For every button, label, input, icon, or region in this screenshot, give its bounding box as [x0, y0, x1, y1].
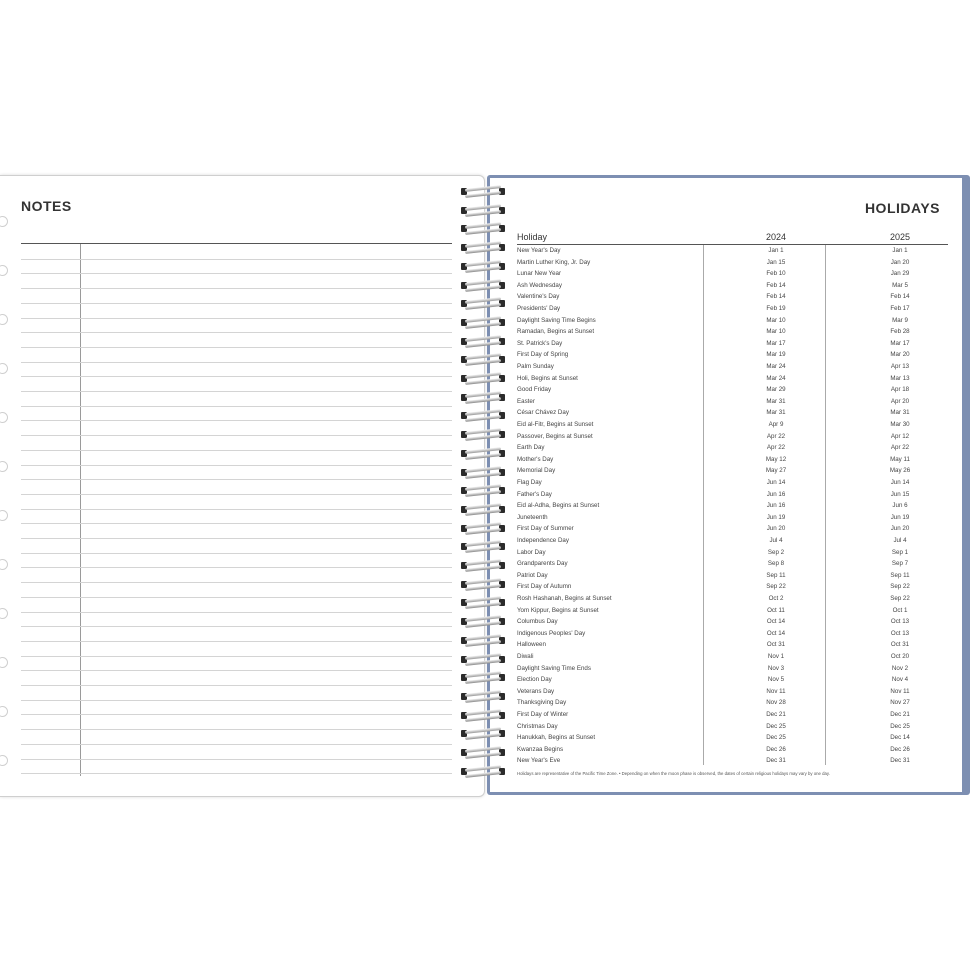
holiday-row [517, 756, 948, 768]
date-2025: Dec 14 [890, 734, 910, 742]
date-2024: Feb 10 [766, 270, 786, 278]
holiday-name: Labor Day [517, 548, 546, 556]
date-2025: Oct 13 [890, 629, 910, 637]
date-2025: Jun 6 [892, 502, 908, 510]
holiday-name: Thanksgiving Day [517, 699, 567, 707]
spiral-coil [459, 746, 509, 760]
holiday-name: Christmas Day [517, 722, 558, 730]
spiral-coil [459, 428, 509, 442]
holiday-row [517, 629, 948, 641]
date-2025: Jun 15 [890, 490, 910, 498]
holiday-name: Rosh Hashanah, Begins at Sunset [517, 595, 612, 602]
date-2024: Nov 1 [767, 653, 785, 660]
ruled-line [21, 435, 452, 436]
holiday-row [517, 478, 948, 490]
date-2024: Feb 14 [766, 293, 786, 301]
holiday-name: Flag Day [517, 479, 542, 486]
date-2024: Dec 26 [766, 745, 786, 753]
ruled-line [21, 612, 452, 613]
holiday-row [517, 733, 948, 745]
date-2025: Jan 20 [890, 258, 910, 266]
holiday-name: Halloween [517, 641, 546, 649]
date-2025: Mar 20 [890, 351, 910, 359]
holiday-name: St. Patrick's Day [517, 339, 563, 347]
page-edge-mark [0, 363, 8, 374]
spiral-coil [459, 596, 509, 610]
ruled-line [21, 450, 452, 451]
date-2025: Dec 26 [890, 745, 910, 753]
ruled-line [21, 362, 452, 363]
holiday-row [517, 327, 948, 339]
date-2024: Oct 2 [768, 595, 784, 602]
holiday-row [517, 455, 948, 467]
holiday-row [517, 501, 948, 513]
page-edge-mark [0, 657, 8, 668]
holiday-name: Hanukkah, Begins at Sunset [517, 734, 596, 742]
date-2024: Nov 5 [767, 676, 785, 684]
date-2025: Nov 2 [891, 664, 909, 672]
ruled-line [21, 465, 452, 466]
date-2025: Nov 27 [890, 699, 910, 707]
date-2024: Dec 25 [766, 734, 786, 742]
holiday-name: Palm Sunday [517, 363, 554, 370]
date-2025: Oct 13 [890, 618, 910, 626]
page-edge-mark [0, 265, 8, 276]
ruled-line [21, 273, 452, 274]
date-2025: Sep 22 [890, 595, 910, 602]
spiral-coil [459, 372, 509, 386]
ruled-line [21, 259, 452, 260]
ruled-line [21, 376, 452, 377]
holiday-name: First Day of Spring [517, 351, 569, 359]
date-2025: Jun 19 [890, 513, 910, 521]
ruled-line [21, 656, 452, 657]
spiral-coil [459, 653, 509, 667]
date-2025: Dec 21 [890, 711, 910, 718]
date-2025: Jan 29 [890, 270, 910, 278]
date-2024: Jun 16 [766, 502, 786, 510]
holiday-row [517, 582, 948, 594]
date-2025: Mar 31 [890, 409, 910, 417]
ruled-line [21, 318, 452, 319]
ruled-line [21, 288, 452, 289]
page-edge-mark [0, 755, 8, 766]
holiday-row [517, 594, 948, 606]
date-2025: Jul 4 [893, 537, 907, 544]
spiral-coil [459, 391, 509, 405]
ruled-line [21, 420, 452, 421]
date-2024: Mar 31 [766, 397, 786, 405]
date-2025: Sep 7 [891, 560, 909, 568]
date-2024: Jan 15 [766, 258, 786, 266]
holiday-name: Grandparents Day [517, 560, 568, 568]
holiday-row [517, 292, 948, 304]
date-2024: Oct 11 [767, 606, 785, 614]
holiday-row [517, 420, 948, 432]
spiral-coil [459, 353, 509, 367]
date-2025: Apr 12 [890, 432, 910, 440]
notes-margin-line [80, 244, 81, 776]
holiday-name: Veterans Day [517, 687, 555, 695]
ruled-line [21, 538, 452, 539]
holiday-row [517, 397, 948, 409]
holiday-row [517, 513, 948, 525]
ruled-line [21, 523, 452, 524]
holiday-row [517, 362, 948, 374]
page-edge-mark [0, 461, 8, 472]
page-edge-mark [0, 216, 8, 227]
holiday-row [517, 745, 948, 757]
holiday-row [517, 548, 948, 560]
holiday-name: Eid al-Fitr, Begins at Sunset [517, 421, 594, 428]
holiday-row [517, 258, 948, 270]
ruled-line [21, 714, 452, 715]
spiral-coil [459, 316, 509, 330]
holiday-row [517, 432, 948, 444]
ruled-line [21, 347, 452, 348]
spiral-coil [459, 185, 509, 199]
holiday-name: Holi, Begins at Sunset [517, 374, 578, 382]
ruled-line [21, 670, 452, 671]
date-2024: Dec 31 [766, 757, 786, 765]
spiral-coil [459, 559, 509, 573]
spiral-coil [459, 447, 509, 461]
holidays-page-cover-edge [487, 175, 970, 795]
holiday-name: Daylight Saving Time Begins [517, 316, 596, 324]
holiday-name: Passover, Begins at Sunset [517, 432, 593, 440]
date-2024: Feb 19 [766, 305, 786, 312]
holiday-name: Valentine's Day [517, 293, 560, 301]
date-2025: Nov 4 [891, 676, 909, 684]
date-2024: Sep 11 [766, 571, 786, 579]
holiday-row [517, 606, 948, 618]
holiday-row [517, 316, 948, 328]
holiday-name: Diwali [517, 653, 534, 660]
spiral-coil [459, 409, 509, 423]
holiday-row [517, 350, 948, 362]
holiday-name: Ramadan, Begins at Sunset [517, 328, 595, 336]
spiral-coil [459, 241, 509, 255]
holiday-row [517, 524, 948, 536]
ruled-line [21, 332, 452, 333]
date-2025: May 26 [889, 467, 911, 475]
notes-title: NOTES [21, 198, 72, 214]
date-2025: Sep 22 [890, 583, 910, 591]
spiral-coil [459, 522, 509, 536]
date-2025: Mar 13 [890, 374, 910, 382]
holiday-row [517, 408, 948, 420]
holiday-name: First Day of Autumn [517, 583, 572, 591]
date-2024: Dec 21 [766, 711, 786, 718]
footnote: Holidays are representative of the Pacific Time Zone. • Depending on when the moon phase is observed, the dates of certain religious holidays may vary by one day. [517, 771, 830, 776]
date-2024: Sep 8 [767, 560, 785, 568]
holiday-row [517, 385, 948, 397]
ruled-line [21, 641, 452, 642]
spiral-coil [459, 615, 509, 629]
col-header-2025: 2025 [889, 232, 911, 242]
date-2024: Jun 16 [766, 490, 786, 498]
date-2025: Jan 1 [892, 247, 908, 254]
holiday-row [517, 652, 948, 664]
date-2025: Oct 20 [890, 653, 910, 660]
table-header-rule [517, 244, 948, 245]
page-edge-mark [0, 559, 8, 570]
holiday-row [517, 687, 948, 699]
holiday-name: Juneteenth [517, 513, 548, 521]
holiday-name: César Chávez Day [517, 409, 569, 417]
date-2024: Mar 19 [766, 351, 786, 359]
date-2025: Mar 17 [890, 339, 910, 347]
holiday-row [517, 490, 948, 502]
spiral-coil [459, 279, 509, 293]
holiday-name: Memorial Day [517, 467, 556, 475]
holidays-title: HOLIDAYS [864, 200, 940, 216]
holiday-row [517, 281, 948, 293]
holiday-name: Earth Day [517, 444, 545, 452]
holiday-row [517, 466, 948, 478]
date-2024: Mar 24 [766, 374, 786, 382]
date-2024: Apr 9 [768, 421, 784, 428]
holiday-row [517, 443, 948, 455]
holiday-name: Mother's Day [517, 455, 554, 463]
date-2024: Mar 29 [766, 386, 786, 394]
notes-page [0, 175, 485, 797]
holiday-name: Election Day [517, 676, 552, 684]
date-2025: Sep 1 [891, 548, 909, 556]
spiral-coil [459, 204, 509, 218]
date-2025: Apr 13 [890, 363, 910, 370]
spiral-coil [459, 578, 509, 592]
holiday-name: Indigenous Peoples' Day [517, 629, 586, 637]
spiral-coil [459, 222, 509, 236]
spiral-coil [459, 297, 509, 311]
page-edge-mark [0, 314, 8, 325]
holiday-name: New Year's Day [517, 247, 561, 254]
holiday-row [517, 675, 948, 687]
date-2025: Dec 31 [890, 757, 910, 765]
ruled-line [21, 479, 452, 480]
holiday-name: Presidents' Day [517, 305, 561, 312]
date-2024: Oct 31 [766, 641, 786, 649]
date-2024: Dec 25 [766, 722, 786, 730]
spiral-coil [459, 709, 509, 723]
holidays-page [490, 178, 962, 792]
col-header-2024: 2024 [765, 232, 787, 242]
holiday-row [517, 722, 948, 734]
holiday-row [517, 571, 948, 583]
ruled-line [21, 494, 452, 495]
date-2024: Mar 24 [766, 363, 786, 370]
holiday-name: Independence Day [517, 537, 569, 544]
ruled-line [21, 700, 452, 701]
holiday-name: Eid al-Adha, Begins at Sunset [517, 502, 600, 510]
holiday-name: First Day of Winter [517, 711, 569, 718]
holiday-name: Columbus Day [517, 618, 558, 626]
holiday-name: Martin Luther King, Jr. Day [517, 258, 591, 266]
holiday-name: First Day of Summer [517, 525, 574, 533]
ruled-line [21, 773, 452, 774]
spiral-coil [459, 690, 509, 704]
holiday-row [517, 246, 948, 258]
col-header-holiday: Holiday [517, 232, 548, 242]
date-2025: Jun 14 [890, 479, 910, 486]
holiday-name: Kwanzaa Begins [517, 745, 564, 753]
spiral-coil [459, 540, 509, 554]
date-2025: Apr 18 [890, 386, 910, 394]
date-2024: Nov 28 [766, 699, 786, 707]
page-edge-mark [0, 510, 8, 521]
date-2024: Mar 17 [766, 339, 786, 347]
holiday-name: Yom Kippur, Begins at Sunset [517, 606, 599, 614]
holiday-name: Easter [517, 397, 535, 405]
holiday-row [517, 710, 948, 722]
date-2024: Sep 22 [766, 583, 786, 591]
date-2024: May 27 [765, 467, 787, 475]
date-2025: Jun 20 [890, 525, 910, 533]
ruled-line [21, 303, 452, 304]
spiral-coil [459, 335, 509, 349]
ruled-line [21, 729, 452, 730]
date-2024: Jun 20 [766, 525, 786, 533]
date-2025: Sep 11 [890, 571, 910, 579]
spiral-coil [459, 634, 509, 648]
spiral-coil [459, 260, 509, 274]
ruled-line [21, 759, 452, 760]
date-2025: Mar 30 [890, 421, 910, 428]
date-2024: Oct 14 [766, 618, 786, 626]
ruled-line [21, 744, 452, 745]
date-2024: Mar 10 [766, 316, 786, 324]
date-2025: Mar 5 [892, 281, 908, 289]
date-2024: May 12 [765, 455, 787, 463]
spiral-coil [459, 671, 509, 685]
holiday-row [517, 339, 948, 351]
date-2025: Feb 28 [890, 328, 910, 336]
ruled-line [21, 685, 452, 686]
page-edge-mark [0, 706, 8, 717]
page-edge-mark [0, 412, 8, 423]
spiral-coil [459, 503, 509, 517]
ruled-line [21, 582, 452, 583]
notes-ruled-lines [21, 244, 452, 776]
holiday-row [517, 304, 948, 316]
date-2025: Oct 1 [892, 606, 908, 614]
holiday-name: Lunar New Year [517, 270, 562, 278]
spiral-coil [459, 765, 509, 779]
holiday-name: Patriot Day [517, 571, 548, 579]
date-2024: Nov 3 [767, 664, 785, 672]
holiday-row [517, 698, 948, 710]
date-2024: Jun 19 [766, 513, 786, 521]
date-2024: Nov 11 [766, 687, 786, 695]
ruled-line [21, 406, 452, 407]
ruled-line [21, 626, 452, 627]
date-2024: Jan 1 [768, 247, 784, 254]
holiday-row [517, 536, 948, 548]
ruled-line [21, 391, 452, 392]
date-2024: Apr 22 [766, 432, 786, 440]
holiday-name: Daylight Saving Time Ends [517, 664, 591, 672]
holiday-name: Father's Day [517, 490, 552, 498]
page-edge-mark [0, 608, 8, 619]
date-2025: Mar 9 [892, 316, 908, 324]
date-2024: Mar 31 [766, 409, 786, 417]
holiday-row [517, 640, 948, 652]
holiday-name: New Year's Eve [517, 757, 561, 765]
spiral-coil [459, 466, 509, 480]
date-2025: Apr 22 [890, 444, 910, 452]
holiday-row [517, 617, 948, 629]
date-2025: Feb 14 [890, 293, 910, 301]
holiday-name: Good Friday [517, 386, 552, 394]
date-2024: Apr 22 [766, 444, 786, 452]
holiday-row [517, 269, 948, 281]
holiday-row [517, 559, 948, 571]
holiday-row [517, 664, 948, 676]
ruled-line [21, 509, 452, 510]
date-2024: Feb 14 [766, 281, 786, 289]
ruled-line [21, 553, 452, 554]
date-2024: Jun 14 [766, 479, 786, 486]
date-2025: Dec 25 [890, 722, 910, 730]
date-2025: Nov 11 [890, 687, 910, 695]
date-2024: Mar 10 [766, 328, 786, 336]
date-2024: Oct 14 [766, 629, 786, 637]
spiral-binding [459, 185, 509, 785]
ruled-line [21, 567, 452, 568]
holiday-row [517, 374, 948, 386]
date-2025: Apr 20 [890, 397, 910, 405]
spiral-coil [459, 484, 509, 498]
date-2024: Jul 4 [769, 537, 783, 544]
holiday-name: Ash Wednesday [517, 281, 562, 289]
date-2025: Feb 17 [890, 305, 910, 312]
ruled-line [21, 597, 452, 598]
date-2025: May 11 [890, 455, 910, 463]
spiral-coil [459, 727, 509, 741]
date-2024: Sep 2 [767, 548, 785, 556]
date-2025: Oct 31 [890, 641, 910, 649]
